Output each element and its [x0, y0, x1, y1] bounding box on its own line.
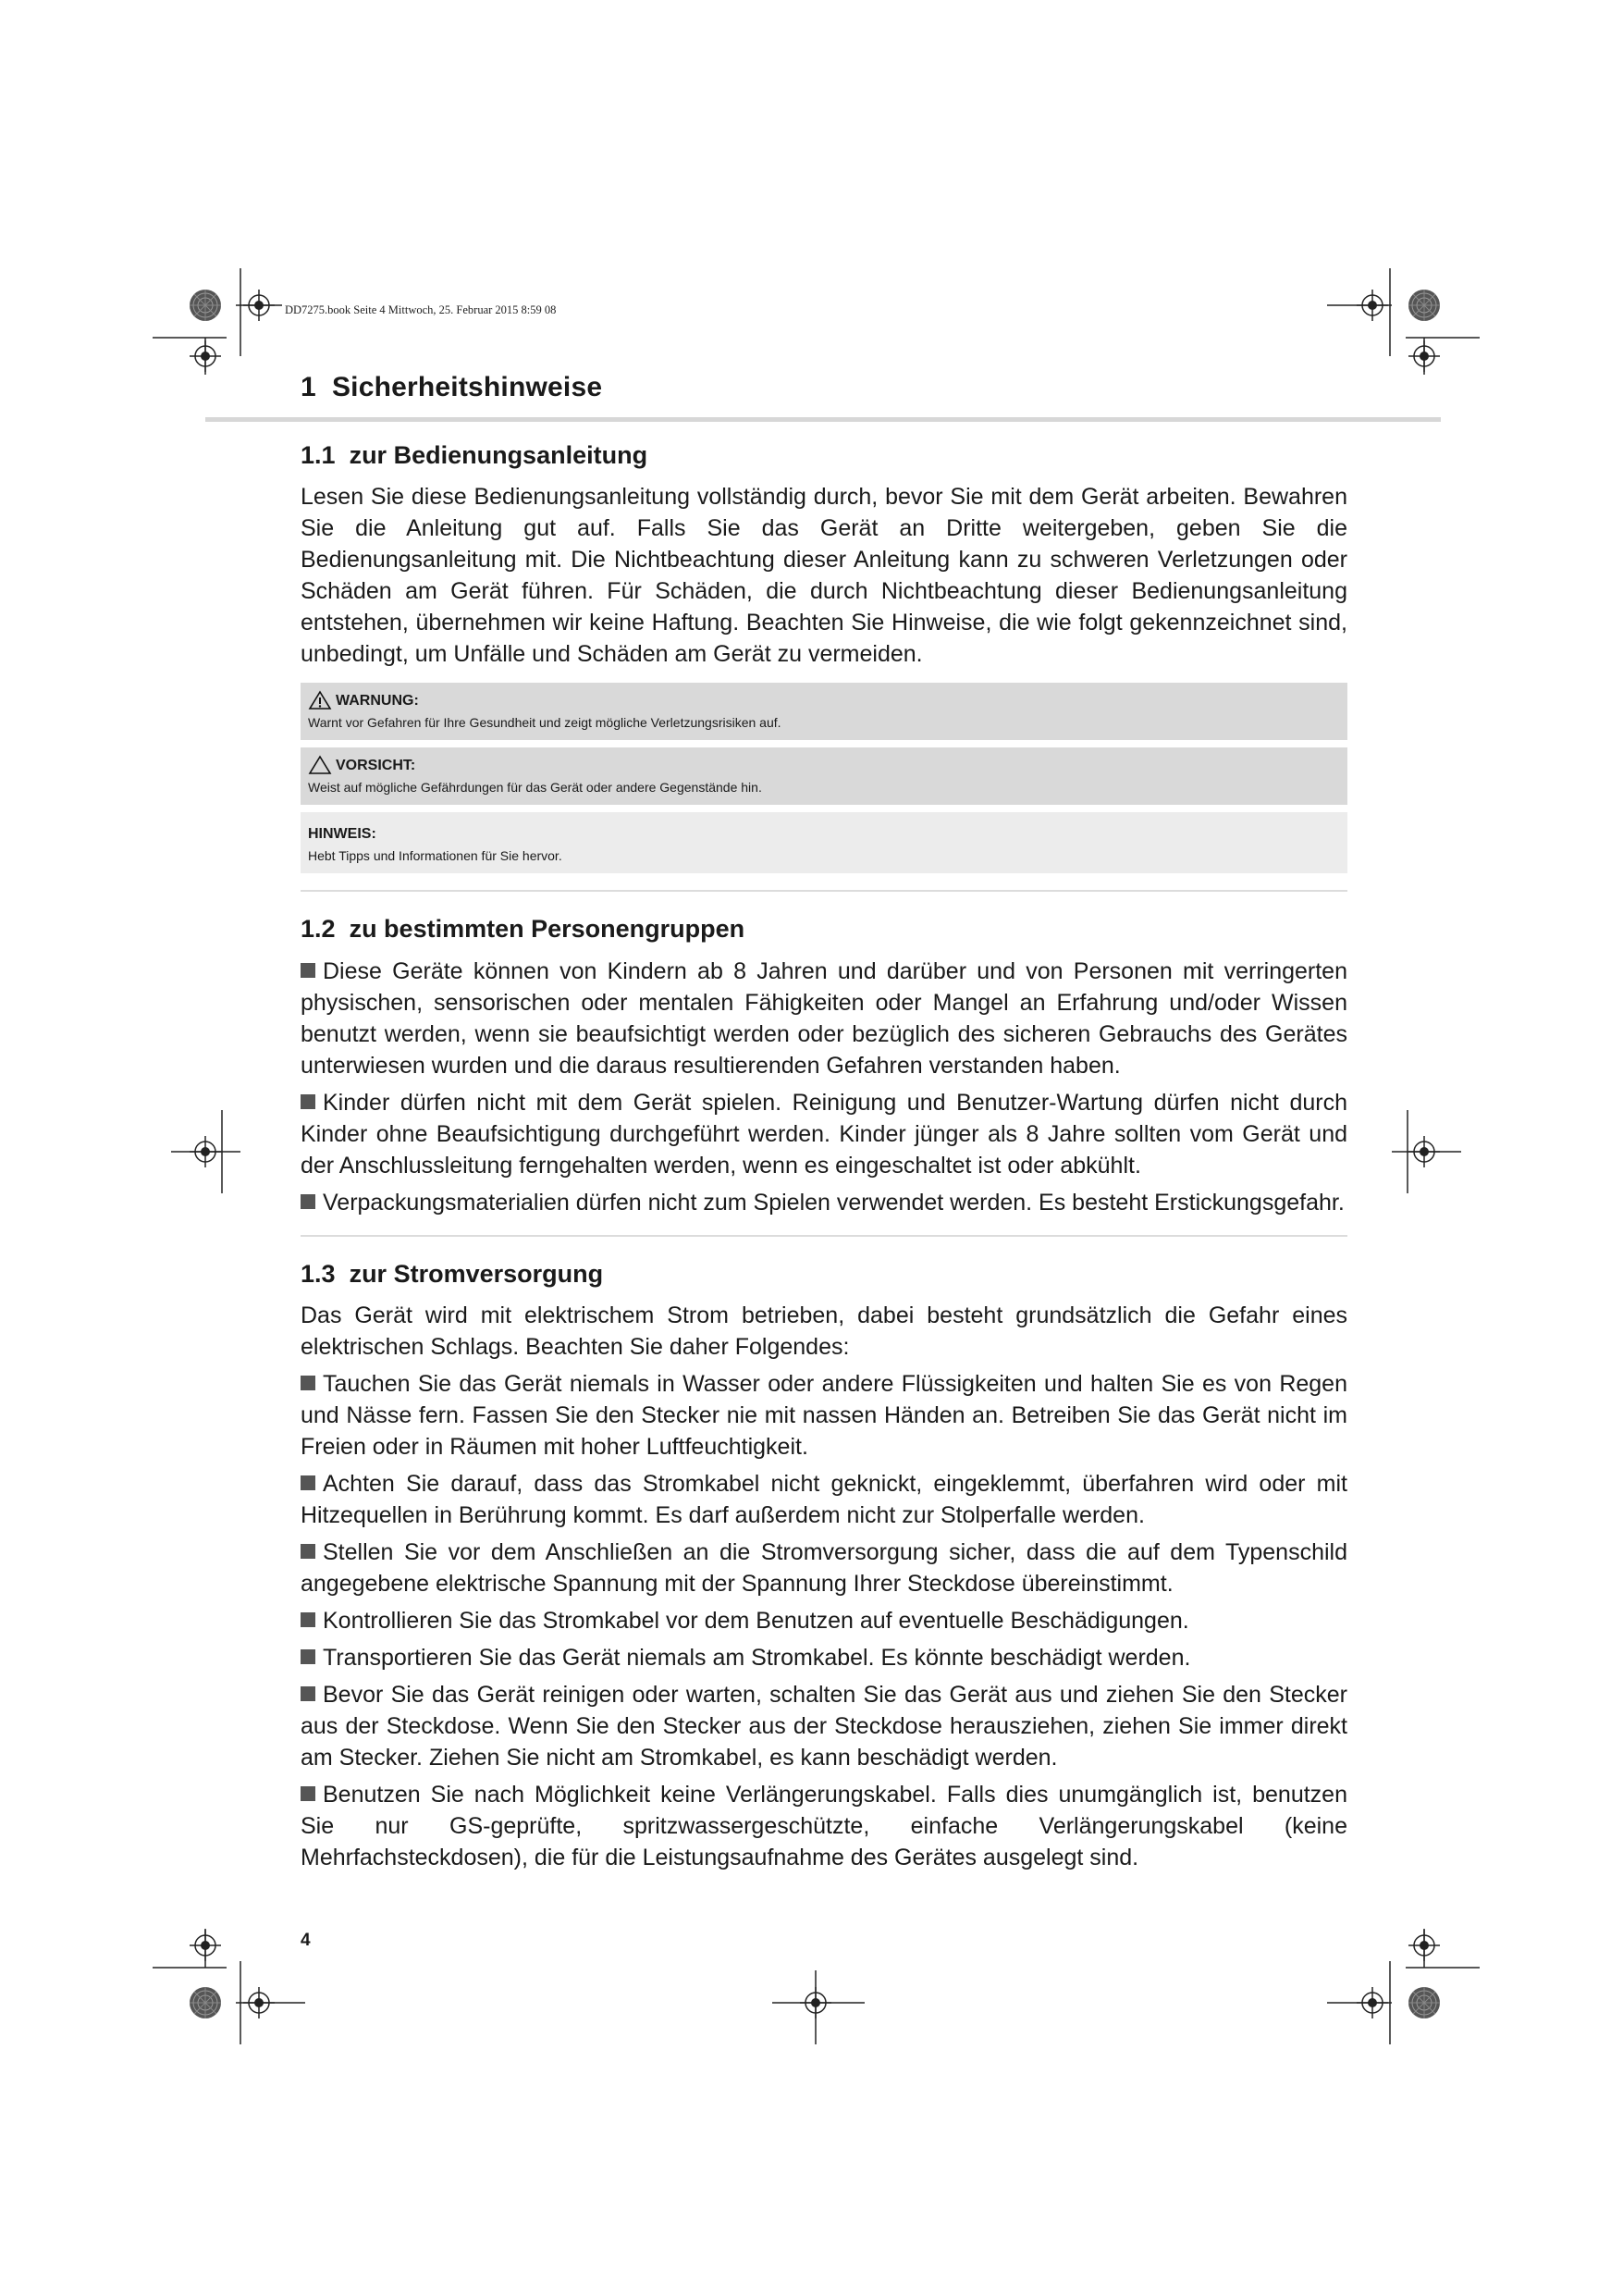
warning-triangle-icon	[308, 690, 332, 710]
section-stromversorgung	[301, 1259, 1347, 1873]
bullet-square-icon	[301, 1194, 315, 1209]
bullet-item: Benutzen Sie nach Möglichkeit keine Verlängerungskabel. Falls dies unumgänglich ist, benutzen Sie nur GS-geprüfte, spritzwassergeschützte, einfache Verlängerungskabel (keine Mehrfachsteckdosen), die für die Leistungsaufnahme des Gerätes ausgelegt sind.	[301, 1782, 1347, 1871]
main-content	[301, 440, 1347, 1873]
section-title: zur Bedienungsanleitung	[349, 441, 648, 469]
caution-triangle-icon	[308, 755, 332, 775]
section-title: zu bestimmten Personengruppen	[349, 915, 745, 944]
bullet-square-icon	[301, 963, 315, 978]
section-heading	[301, 914, 1347, 944]
bullet-square-icon	[301, 1094, 315, 1109]
section-divider	[301, 1235, 1347, 1237]
section-intro: Lesen Sie diese Bedienungsanleitung vollständig durch, bevor Sie mit dem Gerät arbeiten. Bewahren Sie die Anleitung gut auf. Falls Sie das Gerät an Dritte weitergeben, geben Sie die Bedienungsanleitung mit. Die Nichtbeachtung dieser Anleitung kann zu schweren Verletzungen oder Schäden am Gerät führen. Für Schäden, die durch Nichtbeachtung dieser Bedienungsanleitung entstehen, übernehmen wir keine Haftung. Beachten Sie Hinweise, die wie folgt gekennzeichnet sind, unbedingt, um Unfälle und Schäden am Gerät zu vermeiden.	[301, 484, 1347, 668]
bullet-square-icon	[301, 1612, 315, 1627]
bullet-square-icon	[301, 1649, 315, 1664]
chapter-title: Sicherheitshinweise	[331, 372, 603, 402]
section-intro: Das Gerät wird mit elektrischem Strom betrieben, dabei besteht grundsätzlich die Gefahr eines elektrischen Schlags. Beachten Sie daher Folgendes:	[301, 1302, 1347, 1361]
page-number: 4	[301, 1931, 311, 1950]
bullet-item: Kinder dürfen nicht mit dem Gerät spielen. Reinigung und Benutzer-Wartung dürfen nicht durch Kinder ohne Beaufsichtigung durchgeführt werden. Kinder jünger als 8 Jahre sollten vom Gerät und der Anschlussleitung ferngehalten werden, wenn es eingeschaltet ist oder abkühlt.	[301, 1089, 1347, 1179]
bullet-item: Diese Geräte können von Kindern ab 8 Jahren und darüber und von Personen mit verringerten physischen, sensorischen oder mentalen Fähigkeiten oder Mangel an Erfahrung und/oder Wissen benutzt werden, wenn sie beaufsichtigt werden oder bezüglich des sicheren Gebrauchs des Gerätes unterwiesen wurden und die daraus resultierenden Gefahren verstanden haben.	[301, 957, 1347, 1079]
rosette-icon	[1408, 1987, 1440, 2018]
bullet-item: Stellen Sie vor dem Anschließen an die Stromversorgung sicher, dass die auf dem Typenschild angegebene elektrische Spannung mit der Spannung Ihrer Steckdose übereinstimmt.	[301, 1539, 1347, 1598]
section-title: zur Stromversorgung	[349, 1259, 604, 1288]
bullet-item: Kontrollieren Sie das Stromkabel vor dem Benutzen auf eventuelle Beschädigungen.	[301, 1605, 1347, 1636]
section-heading	[301, 440, 1347, 470]
bullet-item: Verpackungsmaterialien dürfen nicht zum Spielen verwendet werden. Es besteht Erstickungsgefahr.	[301, 1187, 1347, 1218]
chapter-number: 1	[301, 372, 316, 402]
notice-hint	[301, 812, 1347, 873]
bullet-item: Bevor Sie das Gerät reinigen oder warten, schalten Sie das Gerät aus und ziehen Sie den Stecker aus der Steckdose. Wenn Sie den Stecker aus der Steckdose herausziehen, ziehen Sie immer direkt am Stecker. Ziehen Sie nicht am Stromkabel, es kann beschädigt werden.	[301, 1682, 1347, 1771]
notice-text: Warnt vor Gefahren für Ihre Gesundheit und zeigt mögliche Verletzungsrisiken auf.	[308, 715, 781, 731]
bullet-square-icon	[301, 1686, 315, 1701]
rosette-icon	[190, 290, 221, 321]
chapter-heading	[301, 372, 602, 403]
rosette-icon	[190, 1987, 221, 2018]
notice-text: Weist auf mögliche Gefährdungen für das Gerät oder andere Gegenstände hin.	[308, 780, 762, 796]
section-bedienungsanleitung	[301, 440, 1347, 873]
notice-caution	[301, 747, 1347, 805]
print-slug: DD7275.book Seite 4 Mittwoch, 25. Februar 2015 8:59 08	[285, 303, 557, 316]
section-personengruppen	[301, 914, 1347, 1217]
bullet-square-icon	[301, 1475, 315, 1490]
section-number: 1.1	[301, 441, 336, 469]
chapter-rule	[205, 417, 1441, 422]
section-divider	[301, 890, 1347, 892]
section-number: 1.3	[301, 1259, 336, 1288]
section-number: 1.2	[301, 915, 336, 944]
bullet-item: Transportieren Sie das Gerät niemals am Stromkabel. Es könnte beschädigt werden.	[301, 1642, 1347, 1673]
rosette-icon	[1408, 290, 1440, 321]
notice-warning	[301, 683, 1347, 740]
notice-label: HINWEIS:	[308, 826, 376, 843]
bullet-square-icon	[301, 1786, 315, 1801]
bullet-item: Achten Sie darauf, dass das Stromkabel nicht geknickt, eingeklemmt, überfahren wird oder mit Hitzequellen in Berührung kommt. Es darf außerdem nicht zur Stolperfalle werden.	[301, 1471, 1347, 1529]
notice-label: VORSICHT:	[336, 758, 416, 774]
bullet-square-icon	[301, 1376, 315, 1390]
notice-label: WARNUNG:	[336, 693, 419, 710]
bullet-item: Tauchen Sie das Gerät niemals in Wasser oder andere Flüssigkeiten und halten Sie es von Regen und Nässe fern. Fassen Sie den Stecker nie mit nassen Händen an. Betreiben Sie das Gerät nicht im Freien oder in Räumen mit hoher Luftfeuchtigkeit.	[301, 1371, 1347, 1461]
bullet-square-icon	[301, 1544, 315, 1559]
section-heading	[301, 1259, 1347, 1289]
notice-text: Hebt Tipps und Informationen für Sie hervor.	[308, 848, 562, 864]
